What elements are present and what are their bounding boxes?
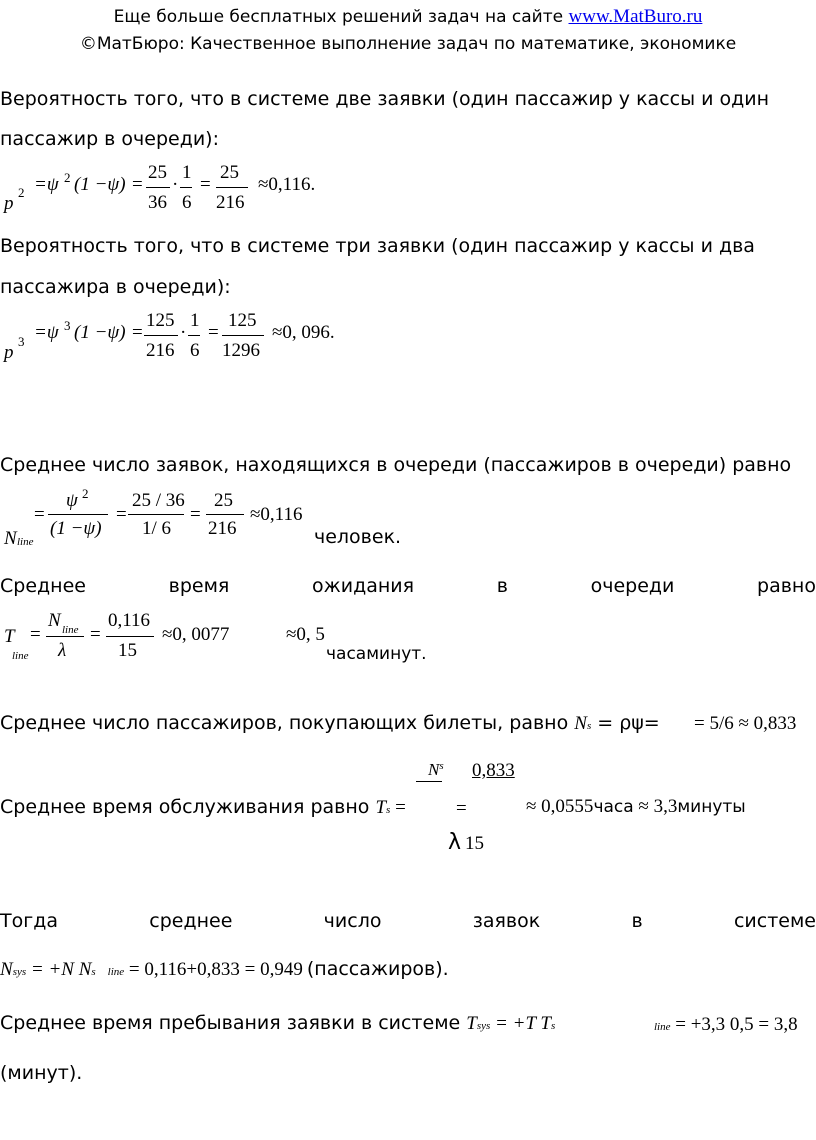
psi-term: =ψ (34, 322, 59, 343)
expr-subscript: s (91, 966, 96, 978)
approx-1: ≈ 0,0555 (526, 796, 594, 817)
frac1-num-sub: line (62, 624, 79, 636)
dot: · (180, 322, 187, 343)
frac1-num: ψ (66, 490, 78, 511)
paragraph-7 (0, 910, 816, 932)
word-5: очереди (590, 575, 675, 597)
one-minus-psi: (1 −ψ) (74, 322, 126, 343)
n-subscript: line (17, 536, 34, 548)
word-1: Среднее (0, 575, 86, 597)
word-1: Тогда (0, 910, 58, 932)
header-prefix: Еще больше бесплатных решений задач на сайте (113, 7, 569, 27)
line-subscript: line (654, 1021, 671, 1033)
frac1-den: 36 (148, 192, 167, 213)
num-sub: s (439, 760, 444, 772)
equals-1: = (34, 504, 45, 525)
psi-power: 3 (64, 318, 71, 333)
unit-hours: часа (593, 797, 634, 817)
frac3-num: 125 (228, 310, 257, 331)
text: Среднее время обслуживания равно (0, 796, 370, 818)
frac2-den: 6 (182, 192, 192, 213)
one-minus-psi: (1 −ψ) (74, 174, 126, 195)
tsys-symbol: T (466, 1013, 477, 1034)
equals-2: = (208, 322, 219, 343)
paragraph-2-line-1: Вероятность того, что в системе три заявки (один пассажир у кассы и два (0, 235, 755, 257)
frac2-num: 25 / 36 (132, 490, 185, 511)
word-3: ожидания (312, 575, 415, 597)
word-3: число (323, 910, 382, 932)
den-lambda: λ (448, 830, 462, 855)
approx-value: ≈0, 096. (272, 322, 335, 343)
p-subscript: 2 (18, 185, 25, 200)
frac2-den: 1/ 6 (142, 518, 172, 539)
num-value: 0,833 (472, 760, 515, 781)
p-symbol: p (4, 193, 14, 214)
frac2-den: 15 (118, 640, 137, 661)
word-5: в (631, 910, 643, 932)
equals-2: = (200, 174, 211, 195)
word-4: в (496, 575, 508, 597)
unit-people: человек. (314, 526, 402, 548)
paragraph-1-line-1: Вероятность того, что в системе две заявки (один пассажир у кассы и один (0, 88, 770, 110)
frac2-num: 1 (190, 310, 200, 331)
nsys-symbol: N (0, 959, 13, 980)
unit-minutes: минуты (677, 797, 746, 817)
frac3-num: 25 (214, 490, 233, 511)
t-subscript: line (12, 650, 29, 662)
psi-term: =ψ (34, 174, 59, 195)
paragraph-2-line-2: пассажира в очереди): (0, 276, 231, 298)
ns-subscript: s (586, 720, 592, 732)
header-line-2: ©МатБюро: Качественное выполнение задач по математике, экономике (79, 34, 737, 54)
approx-hours: ≈0, 0077 (162, 624, 230, 645)
equals-3: = (190, 504, 201, 525)
frac1-num: N (48, 610, 61, 631)
word-4: заявок (472, 910, 541, 932)
result: = 0,116+0,833 = 0,949 (124, 959, 303, 980)
expr-subscript: s (550, 1020, 556, 1032)
p-subscript: 3 (18, 334, 25, 349)
word-6: системе (733, 910, 816, 932)
frac1-den: λ (58, 640, 67, 661)
paragraph-4 (0, 575, 816, 597)
formula-nsys (0, 958, 449, 981)
psi-power: 2 (64, 170, 71, 185)
text: Среднее время пребывания заявки в системе (0, 1012, 461, 1034)
ts-fraction-denominator (448, 830, 484, 855)
equals-2: = (456, 798, 467, 819)
equals-2: = (116, 504, 127, 525)
word-6: равно (757, 575, 816, 597)
frac2-num: 0,116 (108, 610, 151, 631)
paragraph-8 (0, 1012, 555, 1035)
equals-1: = (132, 174, 143, 195)
ts-fraction-numerator (428, 760, 444, 780)
word-2: среднее (149, 910, 233, 932)
den-value: 15 (465, 833, 485, 854)
ts-symbol: T (375, 797, 387, 818)
tsys-subscript: sys (476, 1020, 491, 1032)
frac2-den: 6 (190, 340, 200, 361)
ns-value: = 5/6 ≈ 0,833 (694, 713, 797, 734)
n-symbol: N (4, 528, 17, 549)
equals-1: = (30, 624, 41, 645)
p-symbol: p (4, 342, 14, 363)
frac1-num: 125 (146, 310, 175, 331)
dot: · (172, 174, 179, 195)
nsys-subscript: sys (12, 966, 27, 978)
frac3-den: 1296 (222, 340, 260, 361)
frac1-den: (1 −ψ) (50, 518, 102, 539)
ts-approx-hours (526, 796, 746, 818)
ts-subscript: s (386, 804, 391, 816)
frac3-num: 25 (220, 162, 239, 183)
paragraph-6 (0, 796, 406, 819)
num-n: N (428, 760, 440, 779)
paragraph-1-line-2: пассажир в очереди): (0, 128, 219, 150)
rho-psi: = ρψ= (591, 712, 660, 734)
paragraph-5 (0, 712, 660, 735)
t-symbol: T (4, 626, 15, 647)
word-2: время (168, 575, 230, 597)
site-link[interactable]: www.MatBuro.ru (568, 6, 703, 27)
approx-value: ≈0,116. (258, 174, 316, 195)
expr: = +T T (490, 1013, 551, 1034)
approx-value: ≈0,116 (250, 504, 303, 525)
frac2-num: 1 (182, 162, 192, 183)
line-subscript: line (107, 966, 125, 978)
frac3-den: 216 (208, 518, 237, 539)
expr: = +N N (26, 959, 92, 980)
unit-passengers: (пассажиров). (306, 958, 449, 980)
result: = +3,3 0,5 = 3,8 (670, 1014, 798, 1035)
unit-hours-minutes: часаминут. (326, 644, 427, 664)
header-line-1 (0, 6, 816, 28)
unit-minutes: (минут). (0, 1062, 83, 1084)
frac1-num: 25 (148, 162, 167, 183)
frac1-den: 216 (146, 340, 175, 361)
equals: = (390, 797, 406, 818)
approx-2: ≈ 3,3 (633, 796, 678, 817)
equals-2: = (90, 624, 101, 645)
frac3-den: 216 (216, 192, 245, 213)
paragraph-3: Среднее число заявок, находящихся в очереди (пассажиров в очереди) равно (0, 454, 792, 476)
approx-minutes: ≈0, 5 (286, 624, 325, 645)
ns-symbol: N (574, 713, 587, 734)
equals-1: = (132, 322, 143, 343)
tsys-result (654, 1014, 798, 1036)
psi-power: 2 (82, 486, 89, 501)
text: Среднее число пассажиров, покупающих билеты, равно (0, 712, 569, 734)
